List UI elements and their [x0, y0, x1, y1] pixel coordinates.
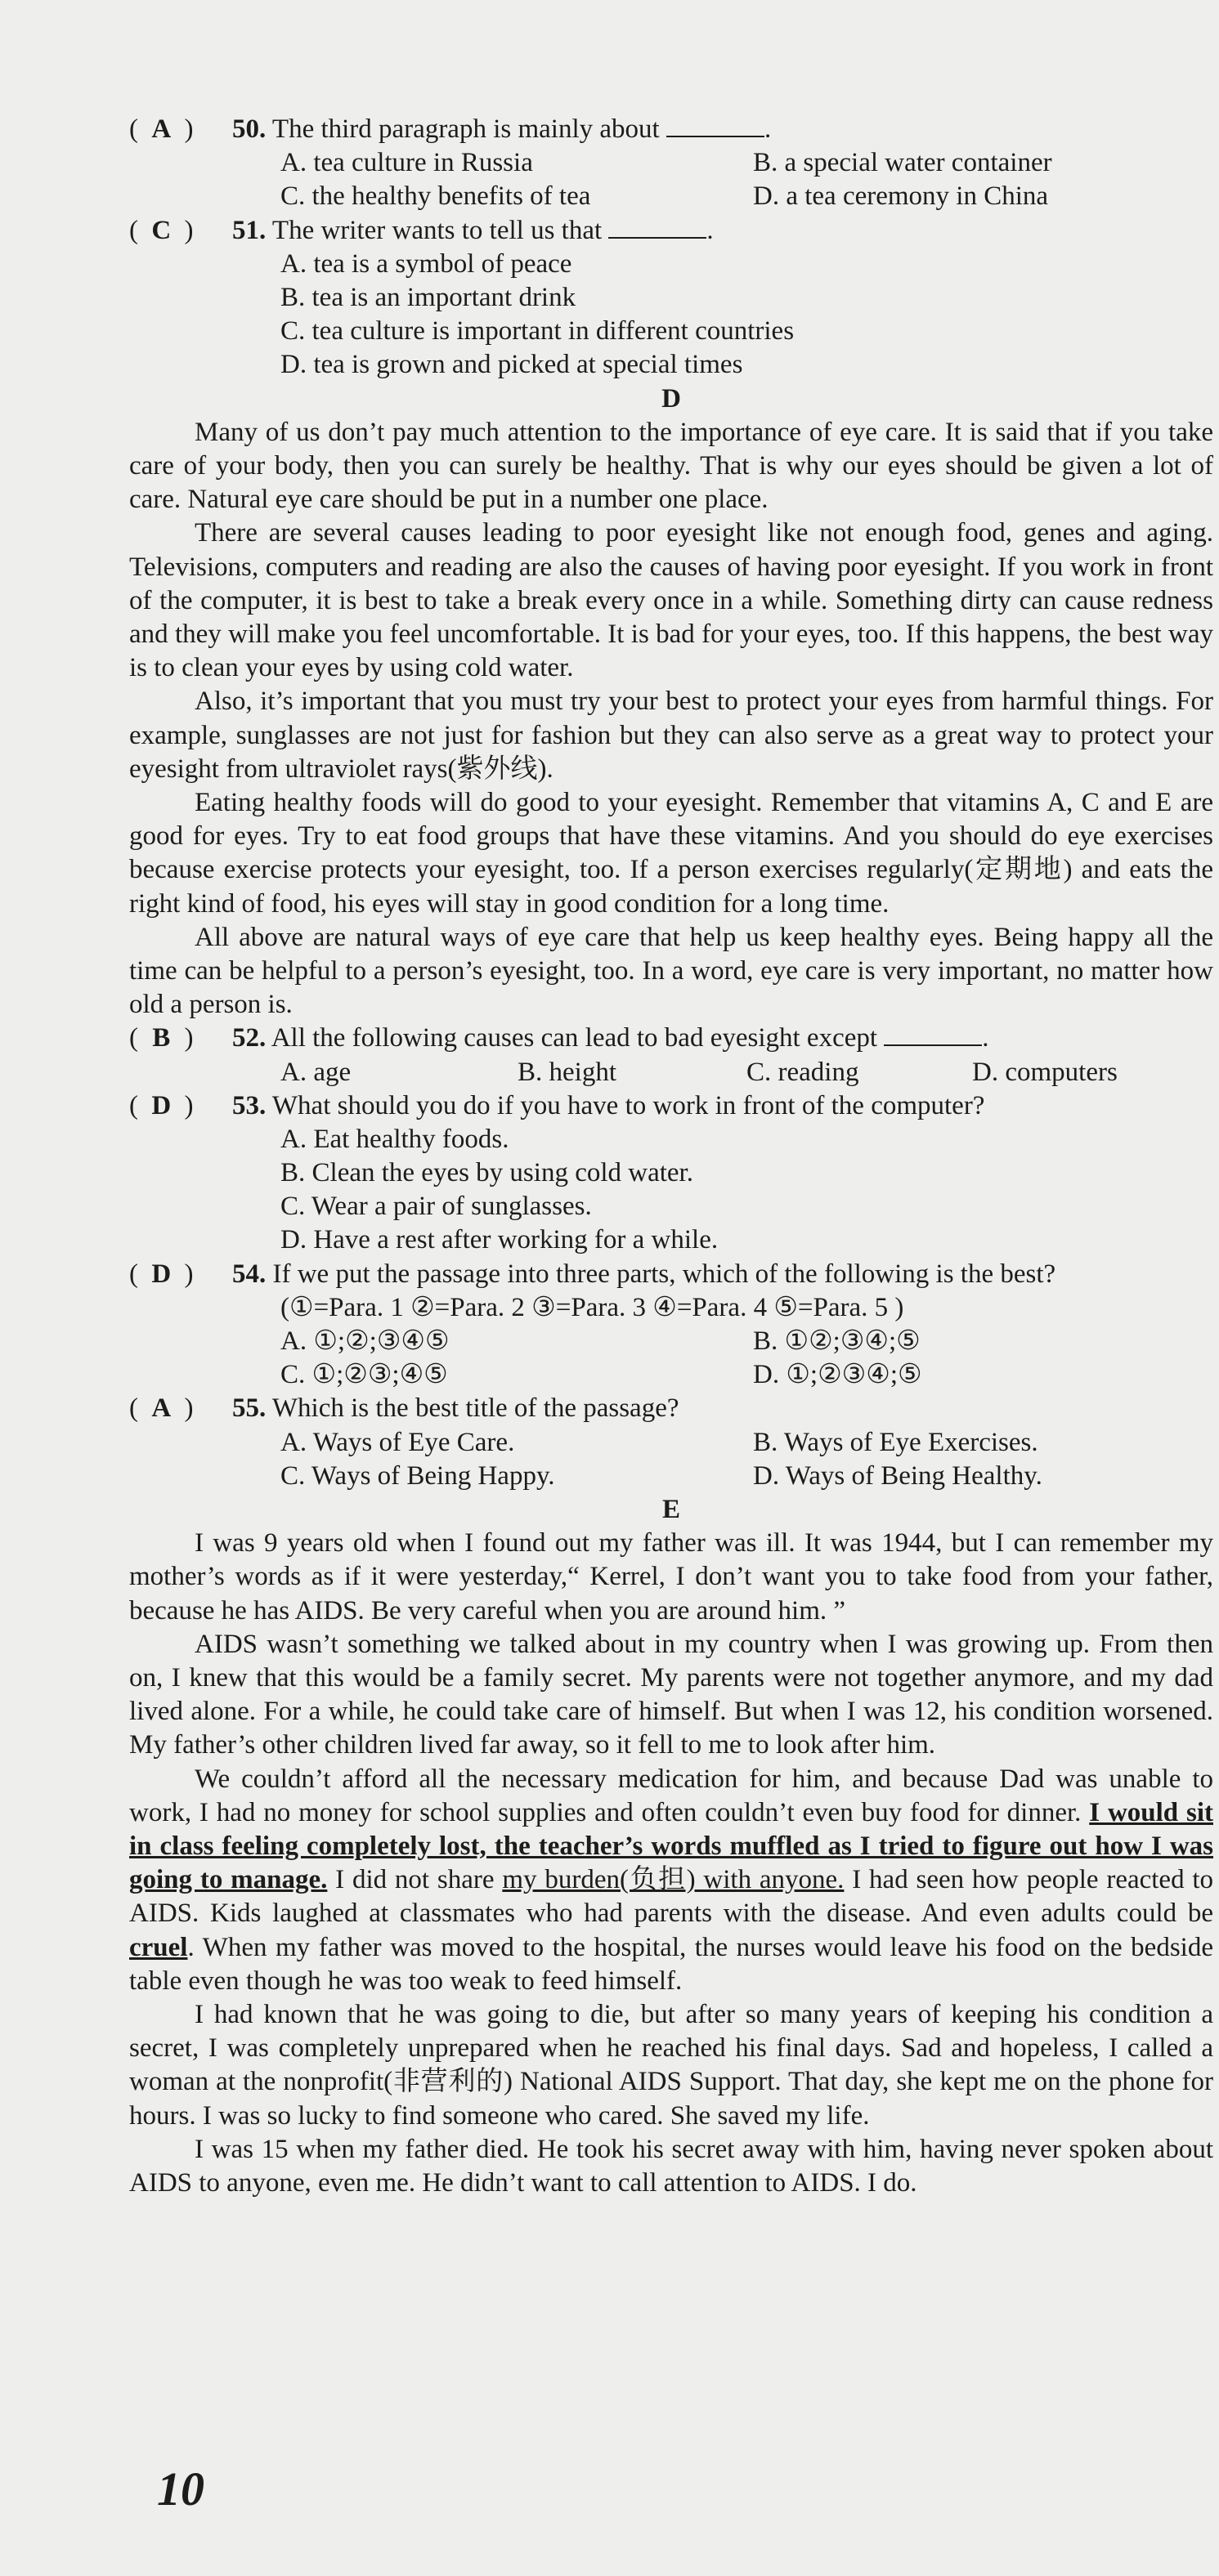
text-run: We couldn’t afford all the necessary medication for him, and because Dad was unable to work, I had no money for school supplies and often couldn’t even buy food for dinner.	[129, 1764, 1213, 1827]
question-50: ( A ) 50. The third paragraph is mainly about .	[129, 113, 1213, 146]
option-c: C. tea culture is important in different countries	[280, 316, 795, 347]
answer-bracket: ( D )	[129, 1090, 194, 1120]
option-c: C. ①;②③;④⑤	[280, 1360, 448, 1390]
option-b: B. Clean the eyes by using cold water.	[280, 1158, 693, 1188]
answer-bracket: ( A )	[129, 114, 194, 144]
options-row	[129, 1325, 1213, 1358]
options-row	[129, 1056, 1213, 1089]
option-d: D. a tea ceremony in China	[753, 181, 1049, 212]
answer-bracket: ( D )	[129, 1259, 194, 1289]
content-column	[129, 113, 1213, 2200]
option-a: A. age	[280, 1057, 352, 1087]
question-number: 55.	[232, 1393, 267, 1424]
option-d: D. computers	[972, 1057, 1118, 1087]
question-53	[129, 1089, 1213, 1123]
option-a: A. Eat healthy foods.	[280, 1124, 509, 1154]
question-51: ( C ) 51. The writer wants to tell us that .	[129, 214, 1213, 248]
answer-blank	[666, 113, 764, 137]
option-c: C. reading	[746, 1057, 859, 1087]
paragraph: All above are natural ways of eye care that help us keep healthy eyes. Being happy all the time can be helpful to a person’s eyesight, too. In a word, eye care is very important, no matter how old a person is.	[129, 922, 1213, 1020]
paragraph: Also, it’s important that you must try your best to protect your eyes from harmful things. For example, sunglasses are not just for fashion but they can also serve as a great way to protect your eyesight from ultraviolet rays(紫外线).	[129, 686, 1213, 784]
question-number: 54.	[232, 1259, 267, 1289]
question-54	[129, 1258, 1213, 1291]
page-number: 10	[157, 2462, 204, 2516]
paragraph: AIDS wasn’t something we talked about in my country when I was growing up. From then on, I knew that this would be a family secret. My parents were not together anymore, and my dad lived alone. For a while, he could take care of himself. But when I was 12, his condition worsened. My father’s other children lived far away, so it fell to me to look after him.	[129, 1629, 1213, 1760]
options-row	[129, 1426, 1213, 1460]
text-run: I had seen how people reacted to AIDS. Kids laughed at classmates who had parents with the disease. And even adults could be	[129, 1865, 1214, 1929]
question-52: ( B ) 52. All the following causes can lead to bad eyesight except .	[129, 1022, 1213, 1055]
option-c: C. Ways of Being Happy.	[280, 1460, 555, 1491]
answer-bracket: ( B )	[129, 1023, 194, 1053]
paragraph: I was 15 when my father died. He took his secret away with him, having never spoken about AIDS to anyone, even me. He didn’t want to call attention to AIDS. I do.	[129, 2134, 1213, 2198]
option-b: B. a special water container	[753, 148, 1052, 178]
section-title-e: E	[661, 1494, 680, 1524]
option-b: B. height	[518, 1057, 616, 1087]
question-number: 53.	[232, 1090, 267, 1120]
options-row	[129, 1358, 1213, 1392]
option-a: A. ①;②;③④⑤	[280, 1326, 450, 1357]
text-run: I did not share	[335, 1865, 495, 1895]
section-title-d: D	[661, 383, 681, 414]
question-number: 51.	[232, 215, 267, 245]
paragraph	[129, 1763, 1213, 1998]
answer-bracket: ( A )	[129, 1393, 194, 1424]
question-stem: All the following causes can lead to bad eyesight except	[271, 1023, 878, 1053]
option-b: B. Ways of Eye Exercises.	[753, 1427, 1038, 1457]
option-d: D. Ways of Being Healthy.	[753, 1460, 1042, 1491]
answer-bracket: ( C )	[129, 215, 194, 245]
option-c: C. the healthy benefits of tea	[280, 181, 591, 212]
question-stem: Which is the best title of the passage?	[271, 1393, 679, 1424]
options-row	[129, 146, 1213, 180]
option-a: A. tea culture in Russia	[280, 148, 533, 178]
option-a: A. tea is a symbol of peace	[280, 248, 572, 279]
paragraph: I had known that he was going to die, but after so many years of keeping his condition a secret, I was completely unprepared when he reached his final days. Sad and hopeless, I called a woman at the nonprofit(非营利的) National AIDS Support. That day, she kept me on the phone for hours. I was so lucky to find someone who cared. She saved my life.	[129, 2000, 1213, 2131]
option-c: C. Wear a pair of sunglasses.	[280, 1192, 592, 1222]
text-run: . When my father was moved to the hospital, the nurses would leave his food on the bedside table even though he was too weak to feed himself.	[129, 1932, 1213, 1996]
answer-blank	[608, 214, 706, 239]
question-stem: What should you do if you have to work in front of the computer?	[271, 1090, 985, 1120]
paragraph: There are several causes leading to poor eyesight like not enough food, genes and aging. Televisions, computers and reading are also the causes of having poor eyesight. If you work in front of the computer, it is best to take a break every once in a while. Something dirty can cause redness and they will make you feel uncomfortable. It is bad for your eyes, too. If this happens, the best way is to clean your eyes by using cold water.	[129, 518, 1213, 683]
option-a: A. Ways of Eye Care.	[280, 1427, 515, 1457]
underlined-sentence: I would sit in class feeling completely lost, the teacher’s words muffled as I tried to figure out how I was going to manage.	[129, 1797, 1213, 1895]
underlined-phrase: my burden(负担) with anyone.	[502, 1865, 845, 1895]
answer-blank	[884, 1022, 982, 1046]
option-d: D. ①;②③④;⑤	[753, 1360, 922, 1390]
question-stem: The third paragraph is mainly about	[271, 114, 660, 144]
underlined-word: cruel	[129, 1932, 188, 1962]
paragraph: I was 9 years old when I found out my father was ill. It was 1944, but I can remember my mother’s words as if it were yesterday,“ Kerrel, I don’t want you to take food from your father, because he has AIDS. Be very careful when you are around him. ”	[129, 1528, 1213, 1626]
options-row	[129, 1460, 1213, 1493]
question-number: 52.	[232, 1023, 267, 1053]
question-stem: If we put the passage into three parts, which of the following is the best?	[272, 1259, 1056, 1289]
option-d: D. tea is grown and picked at special times	[280, 350, 743, 380]
question-stem: The writer wants to tell us that	[271, 215, 603, 245]
question-number: 50.	[232, 114, 267, 144]
option-d: D. Have a rest after working for a while.	[280, 1225, 719, 1255]
option-b: B. tea is an important drink	[280, 282, 576, 312]
paragraph: Many of us don’t pay much attention to the importance of eye care. It is said that if you take care of your body, then you can surely be healthy. That is why our eyes should be given a lot of care. Natural eye care should be put in a number one place.	[129, 417, 1213, 515]
paragraph: Eating healthy foods will do good to your eyesight. Remember that vitamins A, C and E are good for eyes. Try to eat food groups that have these vitamins. And you should do eye exercises because exercise protects your eyesight, too. If a person exercises regularly(定期地) and eats the right kind of food, his eyes will stay in good condition for a long time.	[129, 787, 1213, 919]
question-note: (①=Para. 1 ②=Para. 2 ③=Para. 3 ④=Para. 4 ⑤=Para. 5 )	[280, 1292, 904, 1322]
options-row	[129, 180, 1213, 213]
option-b: B. ①②;③④;⑤	[753, 1326, 921, 1357]
question-55	[129, 1392, 1213, 1425]
